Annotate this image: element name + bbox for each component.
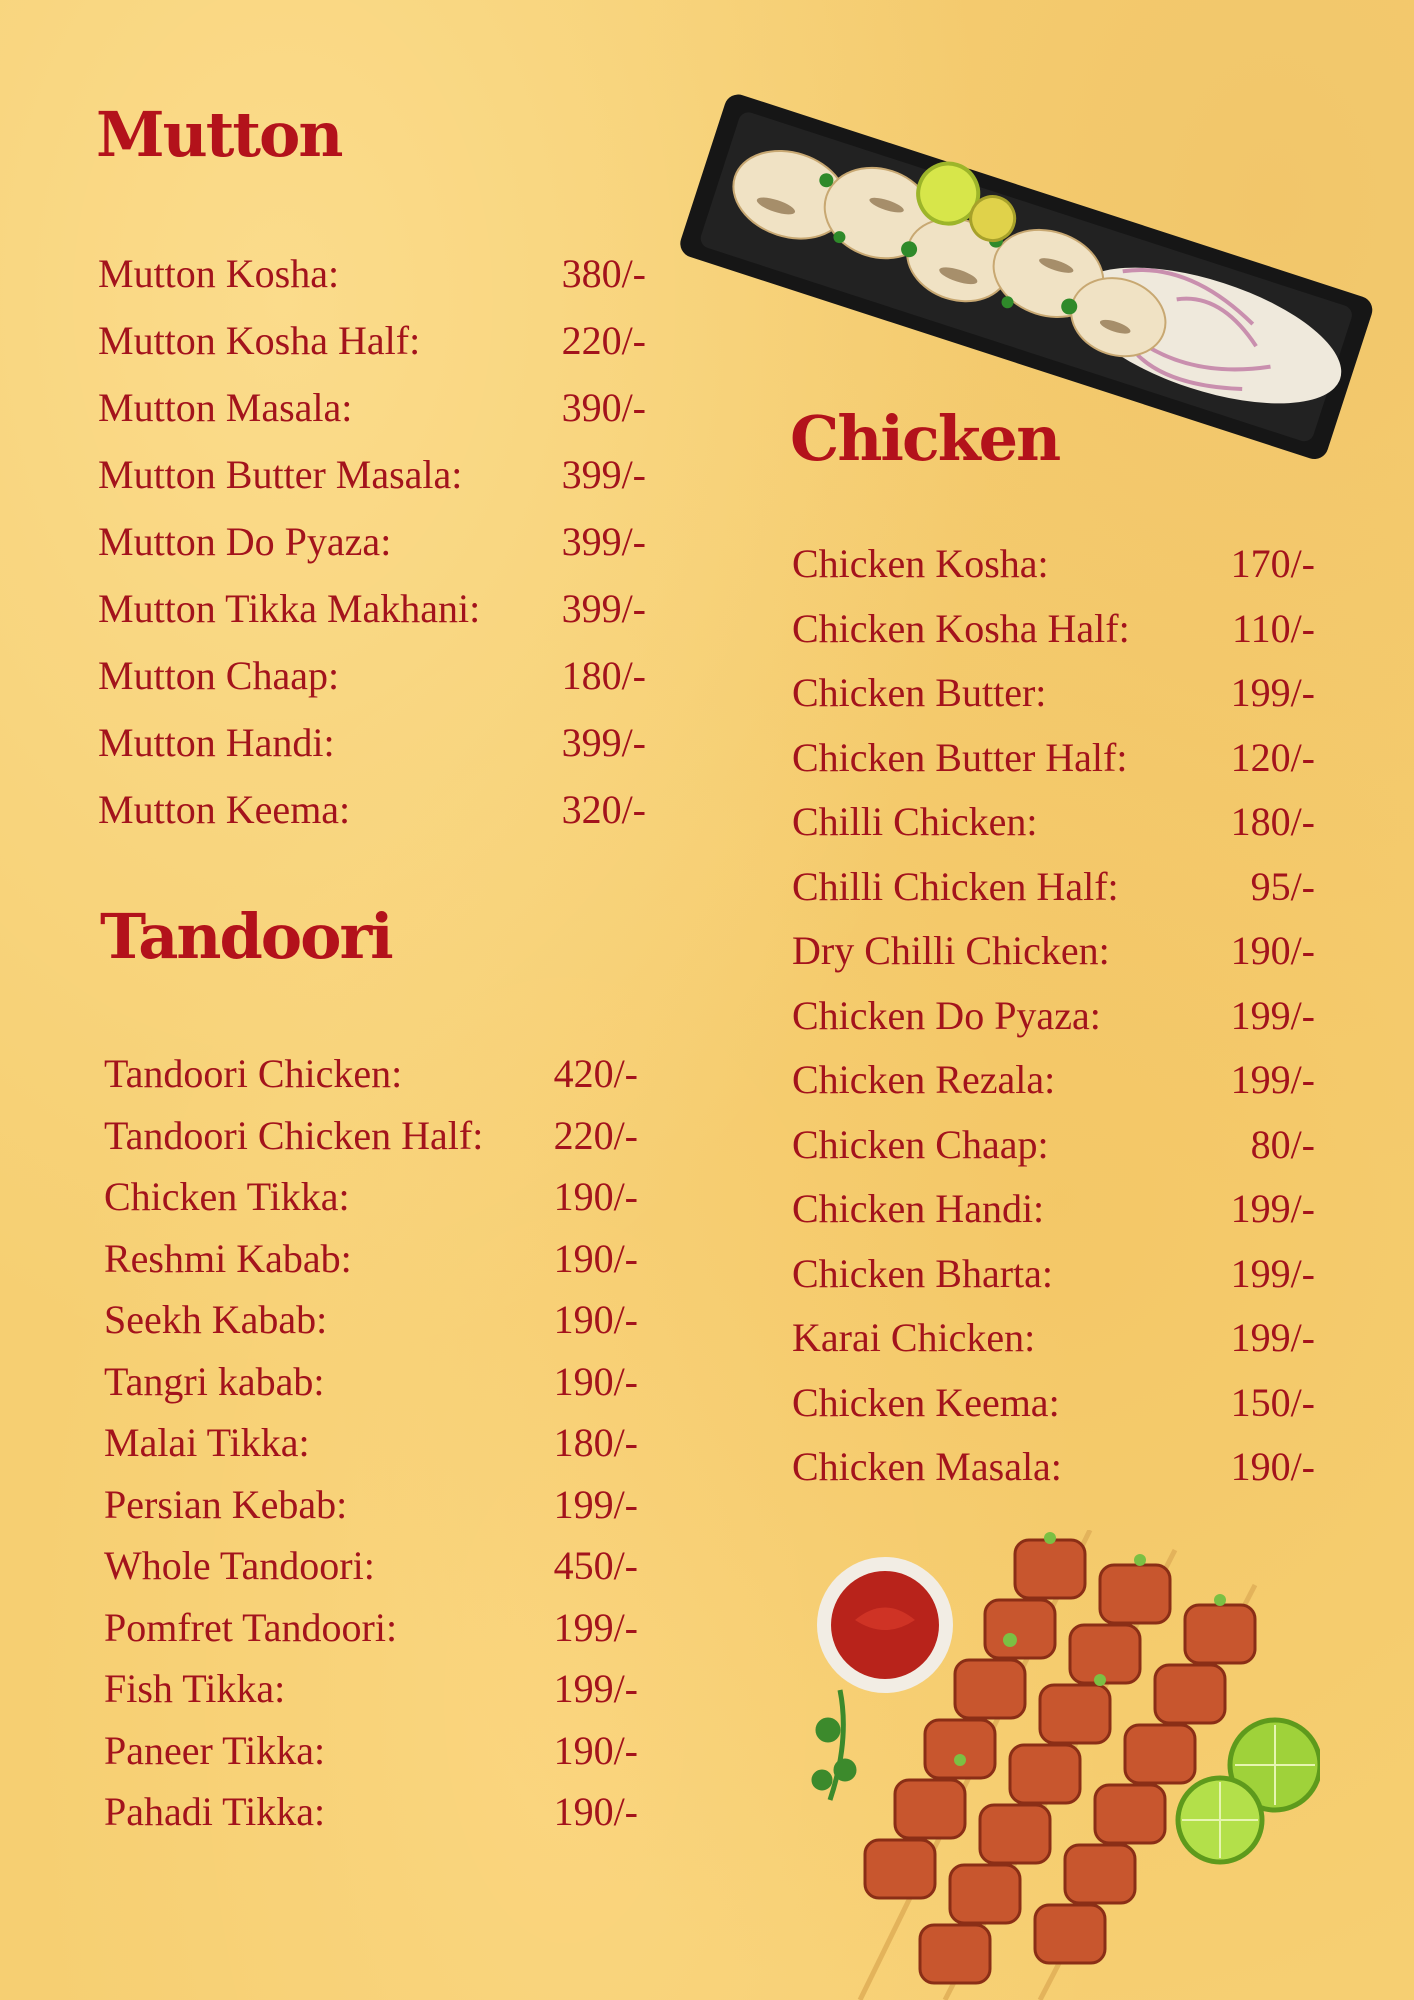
menu-item (792, 1379, 1315, 1429)
menu-item (104, 1235, 638, 1285)
menu-item (792, 1121, 1315, 1171)
menu-item (104, 1173, 638, 1223)
menu-item-price: 190/- (1230, 1444, 1315, 1489)
menu-item-name: Tandoori Chicken: (104, 1051, 403, 1096)
menu-item-price: 199/- (1230, 1186, 1315, 1231)
menu-item-name: Chicken Do Pyaza: (792, 992, 1101, 1038)
menu-item-price: 180/- (561, 653, 646, 698)
menu-item-name: Chicken Masala: (792, 1444, 1062, 1489)
menu-item-price: 399/- (561, 720, 646, 765)
menu-item (104, 1050, 638, 1100)
menu-item-price: 320/- (561, 787, 646, 832)
menu-item-price: 80/- (1250, 1121, 1315, 1167)
menu-item-name: Tandoori Chicken Half: (104, 1112, 484, 1158)
menu-item-name: Pomfret Tandoori: (104, 1604, 398, 1650)
menu-item (104, 1481, 638, 1531)
menu-item (98, 719, 646, 769)
menu-item-name: Mutton Tikka Makhani: (98, 586, 481, 631)
menu-item (104, 1727, 638, 1777)
menu-item (792, 863, 1315, 913)
chicken-skewers-photo (800, 1530, 1320, 2000)
menu-item-name: Mutton Handi: (98, 720, 335, 765)
menu-item-name: Chicken Butter Half: (792, 734, 1128, 780)
menu-item-price: 199/- (1230, 1250, 1315, 1296)
menu-item-price: 199/- (553, 1604, 638, 1650)
menu-item (104, 1112, 638, 1162)
menu-item-price: 190/- (553, 1789, 638, 1834)
menu-item (792, 1314, 1315, 1364)
menu-item (792, 1443, 1315, 1493)
menu-item-price: 390/- (561, 385, 646, 430)
menu-item-name: Chicken Handi: (792, 1186, 1045, 1231)
menu-item-name: Tangri kabab: (104, 1358, 325, 1404)
menu-item (792, 1056, 1315, 1106)
menu-item (98, 384, 646, 434)
menu-item-name: Mutton Kosha Half: (98, 318, 421, 363)
menu-item-price: 150/- (1230, 1379, 1315, 1425)
menu-item (792, 669, 1315, 719)
menu-item-name: Chicken Bharta: (792, 1250, 1054, 1296)
tandoori-title: Tandoori (100, 900, 392, 973)
menu-item-price: 95/- (1250, 863, 1315, 909)
menu-item-name: Chicken Tikka: (104, 1174, 350, 1219)
menu-item-name: Mutton Keema: (98, 787, 351, 832)
menu-item (792, 734, 1315, 784)
menu-item-name: Mutton Chaap: (98, 653, 340, 698)
menu-item (792, 1185, 1315, 1235)
menu-item (98, 786, 646, 836)
menu-item-name: Chicken Kosha Half: (792, 605, 1130, 651)
malai-tikka-platter-photo (655, 80, 1385, 480)
menu-item-price: 199/- (553, 1666, 638, 1711)
menu-item-price: 190/- (553, 1235, 638, 1281)
menu-item (792, 605, 1315, 655)
menu-item-price: 199/- (1230, 992, 1315, 1038)
menu-item-price: 199/- (1230, 1057, 1315, 1102)
menu-item-price: 180/- (553, 1420, 638, 1465)
menu-item-price: 120/- (1230, 734, 1315, 780)
menu-item (104, 1604, 638, 1654)
menu-item (98, 317, 646, 367)
menu-item-price: 399/- (561, 519, 646, 564)
menu-item-price: 399/- (561, 452, 646, 497)
menu-item-price: 220/- (553, 1112, 638, 1158)
menu-item (98, 652, 646, 702)
menu-item-name: Chicken Butter: (792, 670, 1047, 715)
menu-item-name: Mutton Kosha: (98, 251, 340, 296)
menu-item (104, 1665, 638, 1715)
menu-item-price: 190/- (1230, 928, 1315, 973)
menu-item-name: Chicken Chaap: (792, 1121, 1049, 1167)
menu-item-price: 190/- (553, 1727, 638, 1773)
menu-item (104, 1788, 638, 1838)
menu-item-price: 110/- (1232, 605, 1315, 651)
menu-item (792, 1250, 1315, 1300)
menu-item-name: Pahadi Tikka: (104, 1789, 326, 1834)
menu-item (104, 1542, 638, 1592)
menu-item (792, 927, 1315, 977)
menu-item-name: Mutton Masala: (98, 385, 353, 430)
menu-item-price: 190/- (553, 1174, 638, 1219)
menu-item-name: Chilli Chicken Half: (792, 863, 1119, 909)
menu-item-name: Mutton Do Pyaza: (98, 519, 392, 564)
menu-item-price: 190/- (553, 1358, 638, 1404)
chicken-title: Chicken (790, 402, 1060, 475)
menu-item-name: Seekh Kabab: (104, 1297, 328, 1342)
menu-item (98, 585, 646, 635)
menu-item-name: Chicken Kosha: (792, 541, 1049, 586)
menu-item-name: Reshmi Kabab: (104, 1235, 352, 1281)
menu-item-price: 170/- (1230, 541, 1315, 586)
menu-item-name: Chicken Keema: (792, 1379, 1060, 1425)
menu-item-name: Karai Chicken: (792, 1315, 1036, 1360)
menu-item (792, 798, 1315, 848)
menu-item-name: Mutton Butter Masala: (98, 452, 463, 497)
menu-item-name: Chicken Rezala: (792, 1057, 1056, 1102)
menu-item (98, 518, 646, 568)
menu-item-price: 180/- (1230, 799, 1315, 844)
menu-item-name: Dry Chilli Chicken: (792, 928, 1110, 973)
menu-item-price: 199/- (1230, 1315, 1315, 1360)
menu-item (98, 451, 646, 501)
menu-item-price: 199/- (1230, 670, 1315, 715)
menu-item-name: Malai Tikka: (104, 1420, 310, 1465)
menu-item-name: Whole Tandoori: (104, 1543, 375, 1588)
menu-item-price: 399/- (561, 586, 646, 631)
menu-item-name: Chilli Chicken: (792, 799, 1038, 844)
menu-item-price: 190/- (553, 1297, 638, 1342)
mutton-title: Mutton (96, 98, 342, 171)
menu-item-price: 420/- (553, 1051, 638, 1096)
menu-item (792, 540, 1315, 590)
menu-item (104, 1419, 638, 1469)
menu-item-name: Persian Kebab: (104, 1481, 348, 1527)
menu-item (792, 992, 1315, 1042)
menu-item-price: 450/- (553, 1543, 638, 1588)
menu-item-price: 220/- (561, 318, 646, 363)
menu-item-name: Fish Tikka: (104, 1666, 286, 1711)
menu-item-price: 380/- (561, 251, 646, 296)
menu-item (104, 1358, 638, 1408)
menu-item (104, 1296, 638, 1346)
menu-item (98, 250, 646, 300)
menu-item-name: Paneer Tikka: (104, 1727, 326, 1773)
menu-item-price: 199/- (553, 1481, 638, 1527)
